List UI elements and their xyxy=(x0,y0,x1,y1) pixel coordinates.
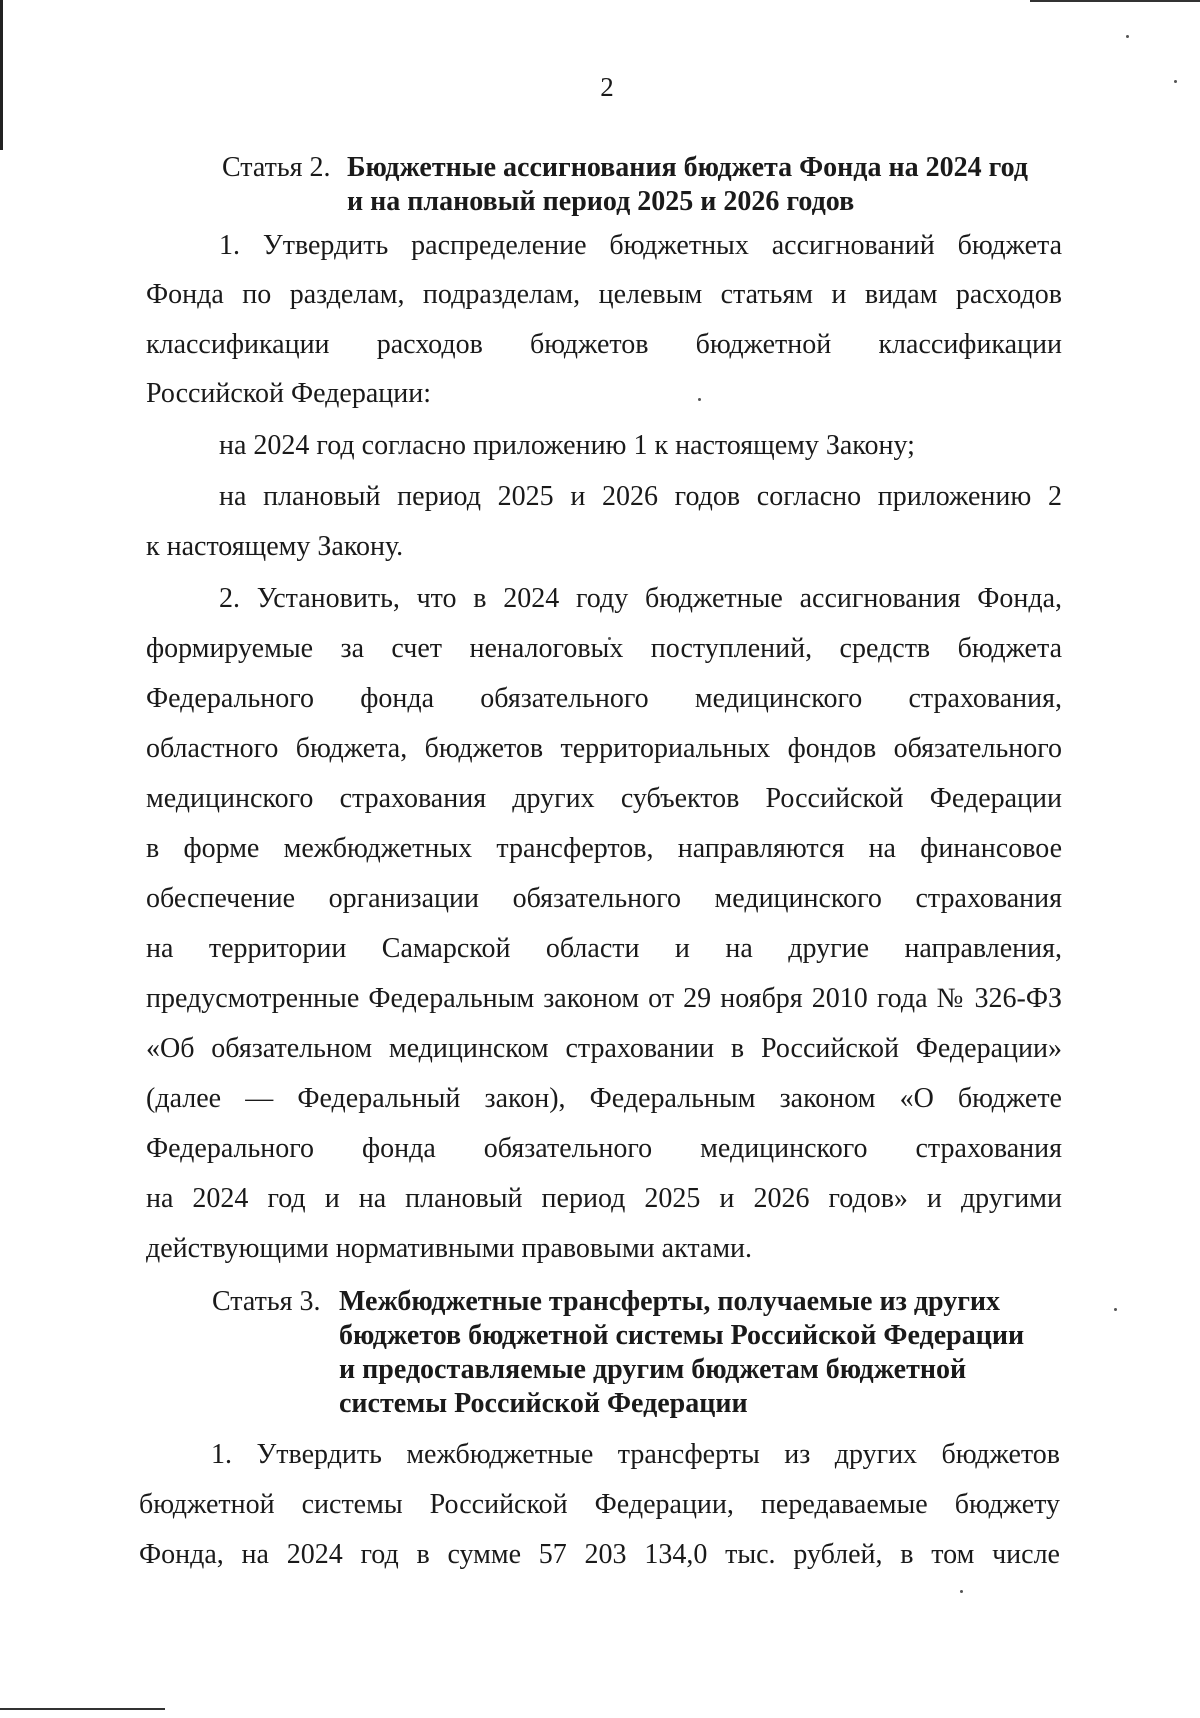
paragraph-line: на территории Самарской области и на другие направления, xyxy=(146,933,1062,964)
scan-edge-bottom xyxy=(0,1708,165,1710)
paragraph-line: медицинского страхования других субъектов Российской Федерации xyxy=(146,783,1062,814)
paragraph-line: «Об обязательном медицинском страховании в Российской Федерации» xyxy=(146,1033,1062,1064)
paragraph-line: областного бюджета, бюджетов территориальных фондов обязательного xyxy=(146,733,1062,764)
article-2-title-line: и на плановый период 2025 и 2026 годов xyxy=(347,186,855,217)
scan-edge-top xyxy=(1030,0,1200,2)
paragraph-line: действующими нормативными правовыми актами. xyxy=(146,1233,753,1264)
paragraph-line: на 2024 год согласно приложению 1 к настоящему Закону; xyxy=(219,430,915,461)
scan-speck xyxy=(1126,35,1129,38)
paragraph-line: на 2024 год и на плановый период 2025 и 2026 годов» и другими xyxy=(146,1183,1062,1214)
paragraph-line: в форме межбюджетных трансфертов, направляются на финансовое xyxy=(146,833,1062,864)
article-2-title-line: Бюджетные ассигнования бюджета Фонда на 2024 год xyxy=(347,152,1028,183)
scan-speck xyxy=(960,1590,963,1593)
article-3-title-line: бюджетов бюджетной системы Российской Федерации xyxy=(339,1320,1025,1351)
paragraph-line: Фонда по разделам, подразделам, целевым статьям и видам расходов xyxy=(146,279,1062,310)
article-2-title xyxy=(347,151,1028,219)
paragraph-line: к настоящему Закону. xyxy=(146,531,404,562)
paragraph-line: Российской Федерации: xyxy=(146,378,432,409)
paragraph-line: 2. Установить, что в 2024 году бюджетные ассигнования Фонда, xyxy=(219,583,1062,614)
page-number: 2 xyxy=(600,72,614,102)
paragraph-line: предусмотренные Федеральным законом от 29 ноября 2010 года № 326-ФЗ xyxy=(146,983,1062,1014)
article-3-label: Статья 3. xyxy=(212,1286,321,1317)
paragraph-line: классификации расходов бюджетов бюджетной классификации xyxy=(146,329,1062,360)
paragraph-line: Фонда, на 2024 год в сумме 57 203 134,0 тыс. рублей, в том числе xyxy=(139,1539,1060,1570)
paragraph-line: 1. Утвердить распределение бюджетных ассигнований бюджета xyxy=(219,230,1062,261)
paragraph-line: Федерального фонда обязательного медицинского страхования, xyxy=(146,683,1062,714)
article-3-title-line: и предоставляемые другим бюджетам бюджетной xyxy=(339,1354,967,1385)
paragraph-line: (далее — Федеральный закон), Федеральным законом «О бюджете xyxy=(146,1083,1062,1114)
article-2-label: Статья 2. xyxy=(222,152,331,183)
paragraph-line: бюджетной системы Российской Федерации, передаваемые бюджету xyxy=(139,1489,1060,1520)
scan-speck xyxy=(1114,1308,1117,1311)
paragraph-line: формируемые за счет неналоговых поступлений, средств бюджета xyxy=(146,633,1062,664)
article-3-title xyxy=(339,1285,1024,1421)
paragraph-line: обеспечение организации обязательного медицинского страхования xyxy=(146,883,1062,914)
paragraph-line: на плановый период 2025 и 2026 годов согласно приложению 2 xyxy=(219,481,1062,512)
article-3-heading xyxy=(212,1285,1062,1421)
article-3-title-line: Межбюджетные трансферты, получаемые из других xyxy=(339,1286,1001,1317)
paragraph-line: 1. Утвердить межбюджетные трансферты из других бюджетов xyxy=(211,1439,1060,1470)
paragraph-line: Федерального фонда обязательного медицинского страхования xyxy=(146,1133,1062,1164)
article-2-heading xyxy=(222,151,1052,221)
article-3-title-line: системы Российской Федерации xyxy=(339,1388,748,1419)
